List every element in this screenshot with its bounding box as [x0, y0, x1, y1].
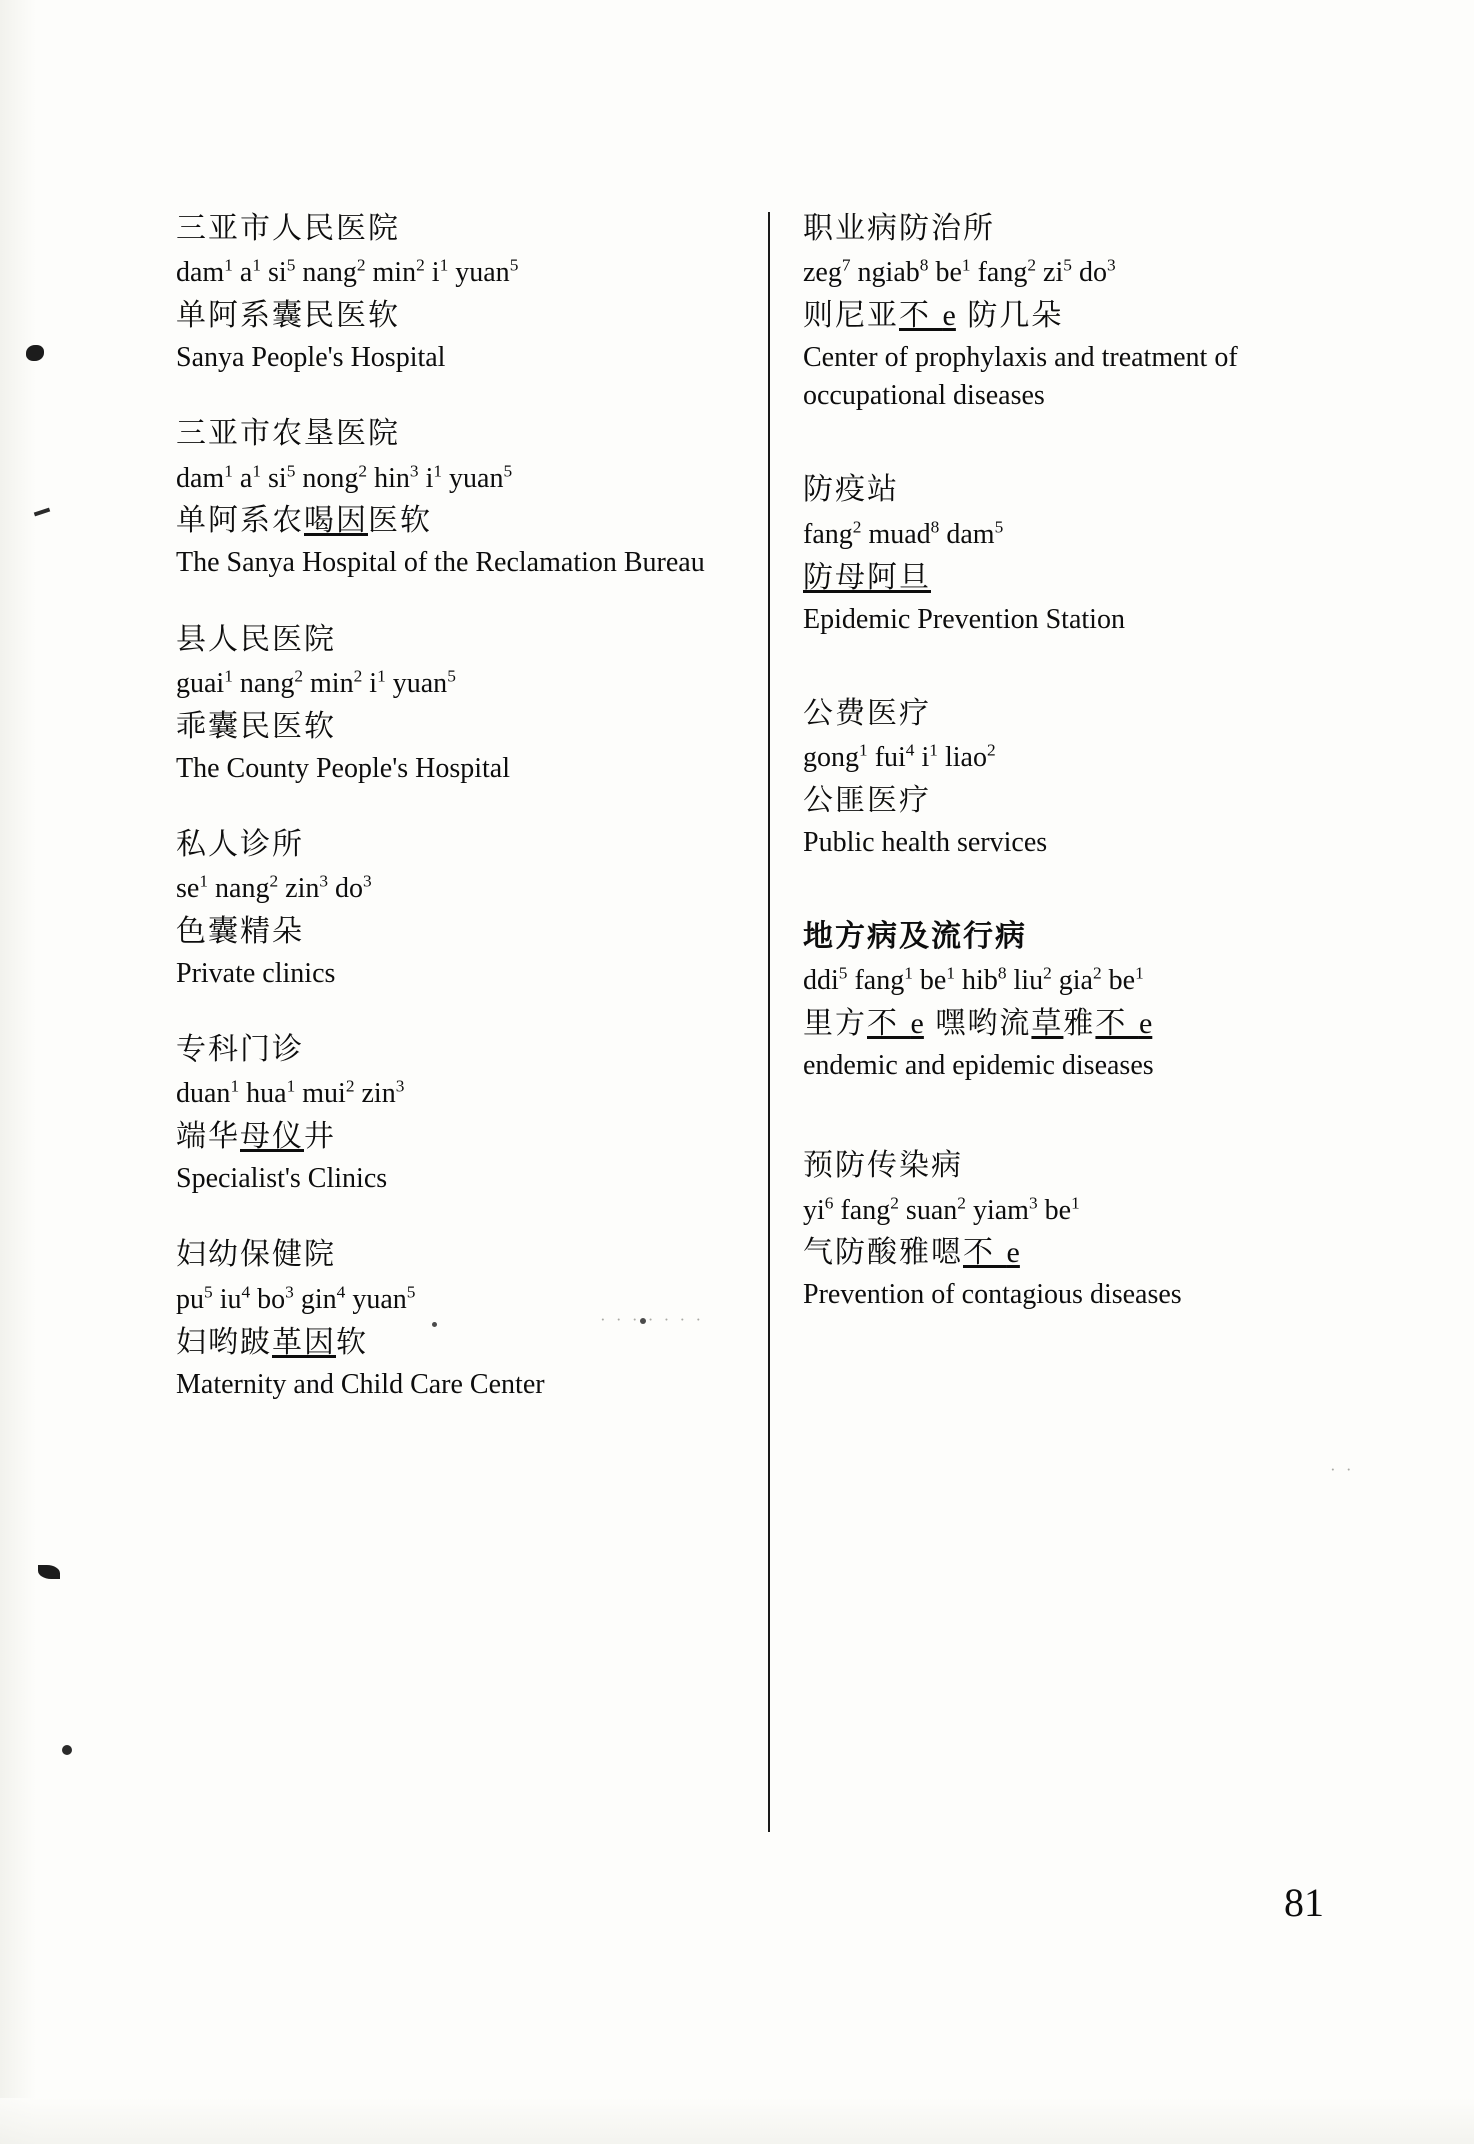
entry-chinese-gloss: 乖囊民医软: [176, 708, 336, 744]
entry-headword-chinese: 私人诊所: [176, 826, 304, 862]
entry-transliteration: zeg$^7$ ngiab$^8$ $be^1$ fang$^2$ $zi^5$ $do^3$: [803, 256, 1116, 289]
dictionary-entry: [176, 415, 711, 582]
entry-chinese-gloss: 单阿系囊民医软: [176, 298, 400, 334]
dictionary-entry: [176, 1236, 711, 1403]
entry-transliteration: dam$^1$ $a^1$ $si^5$ nang$^2$ $\min^2 i^1$ yuan$^5$: [176, 256, 519, 289]
scan-faint-marks: · ·: [1330, 1460, 1355, 1479]
scan-artifact-mark: [26, 345, 44, 361]
entry-english: Specialist's Clinics: [176, 1163, 388, 1195]
entry-english: Center of prophylaxis and treatment of occupational diseases: [803, 342, 1238, 412]
entry-transliteration: guai$^1$ nang$^2$ $\min^2 i^1$ yuan$^5$: [176, 666, 456, 699]
entry-english: endemic and epidemic diseases: [803, 1050, 1154, 1082]
entry-chinese-gloss: 端华母仪井: [176, 1119, 336, 1155]
entry-english: The Sanya Hospital of the Reclamation Bureau: [176, 547, 705, 579]
scan-artifact-mark: [62, 1745, 72, 1755]
dictionary-entry: [803, 918, 1326, 1085]
dictionary-entry: [176, 1031, 711, 1198]
entry-chinese-gloss: 妇哟跛革因软: [176, 1324, 368, 1360]
entry-transliteration: $se^1$ nang$^2$ zin$^3$ $do^3$: [176, 871, 372, 905]
entry-chinese-gloss: 防母阿旦: [803, 559, 931, 595]
entry-chinese-gloss: 公匪医疗: [803, 782, 931, 818]
entry-transliteration: $pu^5$ $iu^4$ $bo^3$ gin$^4$ yuan$^5$: [176, 1282, 416, 1315]
dictionary-entry: [176, 621, 711, 788]
page-edge-shadow-bottom: [0, 2098, 1474, 2144]
dictionary-entry: [176, 210, 711, 377]
two-column-body: [176, 210, 1366, 1404]
dictionary-entry: [803, 471, 1326, 638]
entry-transliteration: ddi$^5$ fang$^1$ $be^1$ hib$^8$ liu$^2$ gia$^2$ $be^1$: [803, 963, 1144, 997]
page-number: 81: [1284, 1880, 1324, 1925]
entry-headword-chinese: 妇幼保健院: [176, 1237, 336, 1273]
right-column: [751, 210, 1326, 1404]
dictionary-entry: [803, 1147, 1326, 1314]
entry-chinese-gloss: 则尼亚不 e 防几朵: [803, 298, 1064, 334]
entry-headword-chinese: 公费医疗: [803, 695, 931, 731]
entry-transliteration: dam$^1$ $a^1$ $si^5$ nong$^2$ hin$^3$ $i^1$ yuan$^5$: [176, 461, 513, 494]
entry-headword-chinese: 防疫站: [803, 472, 899, 508]
entry-headword-chinese: 地方病及流行病: [803, 918, 1027, 954]
scan-faint-marks: · · · · · · ·: [600, 1310, 705, 1329]
dictionary-entry: [176, 826, 711, 993]
entry-transliteration: gong$^1$ fui$^4$ $i^1$ liao$^2$: [803, 740, 996, 773]
entry-headword-chinese: 县人民医院: [176, 621, 336, 657]
entry-headword-chinese: 预防传染病: [803, 1148, 963, 1184]
entry-english: Prevention of contagious diseases: [803, 1279, 1182, 1311]
scan-artifact-mark: [38, 1565, 60, 1579]
entry-transliteration: $yi^6$ fang$^2$ suan$^2$ yiam$^3$ $be^1$: [803, 1193, 1080, 1226]
left-column: [176, 210, 751, 1404]
entry-english: Private clinics: [176, 957, 336, 989]
dictionary-entry: [803, 695, 1326, 862]
entry-english: The County People's Hospital: [176, 752, 511, 784]
dictionary-entry: [803, 210, 1326, 415]
scan-artifact-mark: [34, 508, 50, 517]
entry-chinese-gloss: 色囊精朵: [176, 913, 304, 949]
entry-headword-chinese: 职业病防治所: [803, 211, 995, 246]
entry-headword-chinese: 专科门诊: [176, 1032, 304, 1068]
entry-english: Sanya People's Hospital: [176, 342, 446, 374]
entry-english: Maternity and Child Care Center: [176, 1368, 545, 1400]
page-edge-shadow-left: [0, 0, 36, 2144]
entry-english: Public health services: [803, 826, 1048, 858]
entry-chinese-gloss: 单阿系农喝因医软: [176, 503, 432, 539]
entry-headword-chinese: 三亚市人民医院: [176, 211, 400, 246]
entry-transliteration: duan$^1$ hua$^1$ mui$^2$ zin$^3$: [176, 1077, 405, 1110]
entry-english: Epidemic Prevention Station: [803, 603, 1125, 635]
entry-headword-chinese: 三亚市农垦医院: [176, 416, 400, 452]
entry-chinese-gloss: 气防酸雅嗯不 e: [803, 1235, 1020, 1271]
entry-transliteration: fang$^2$ muad$^8$ dam$^5$: [803, 517, 1004, 550]
entry-chinese-gloss: 里方不 e 嘿哟流草雅不 e: [803, 1006, 1153, 1042]
